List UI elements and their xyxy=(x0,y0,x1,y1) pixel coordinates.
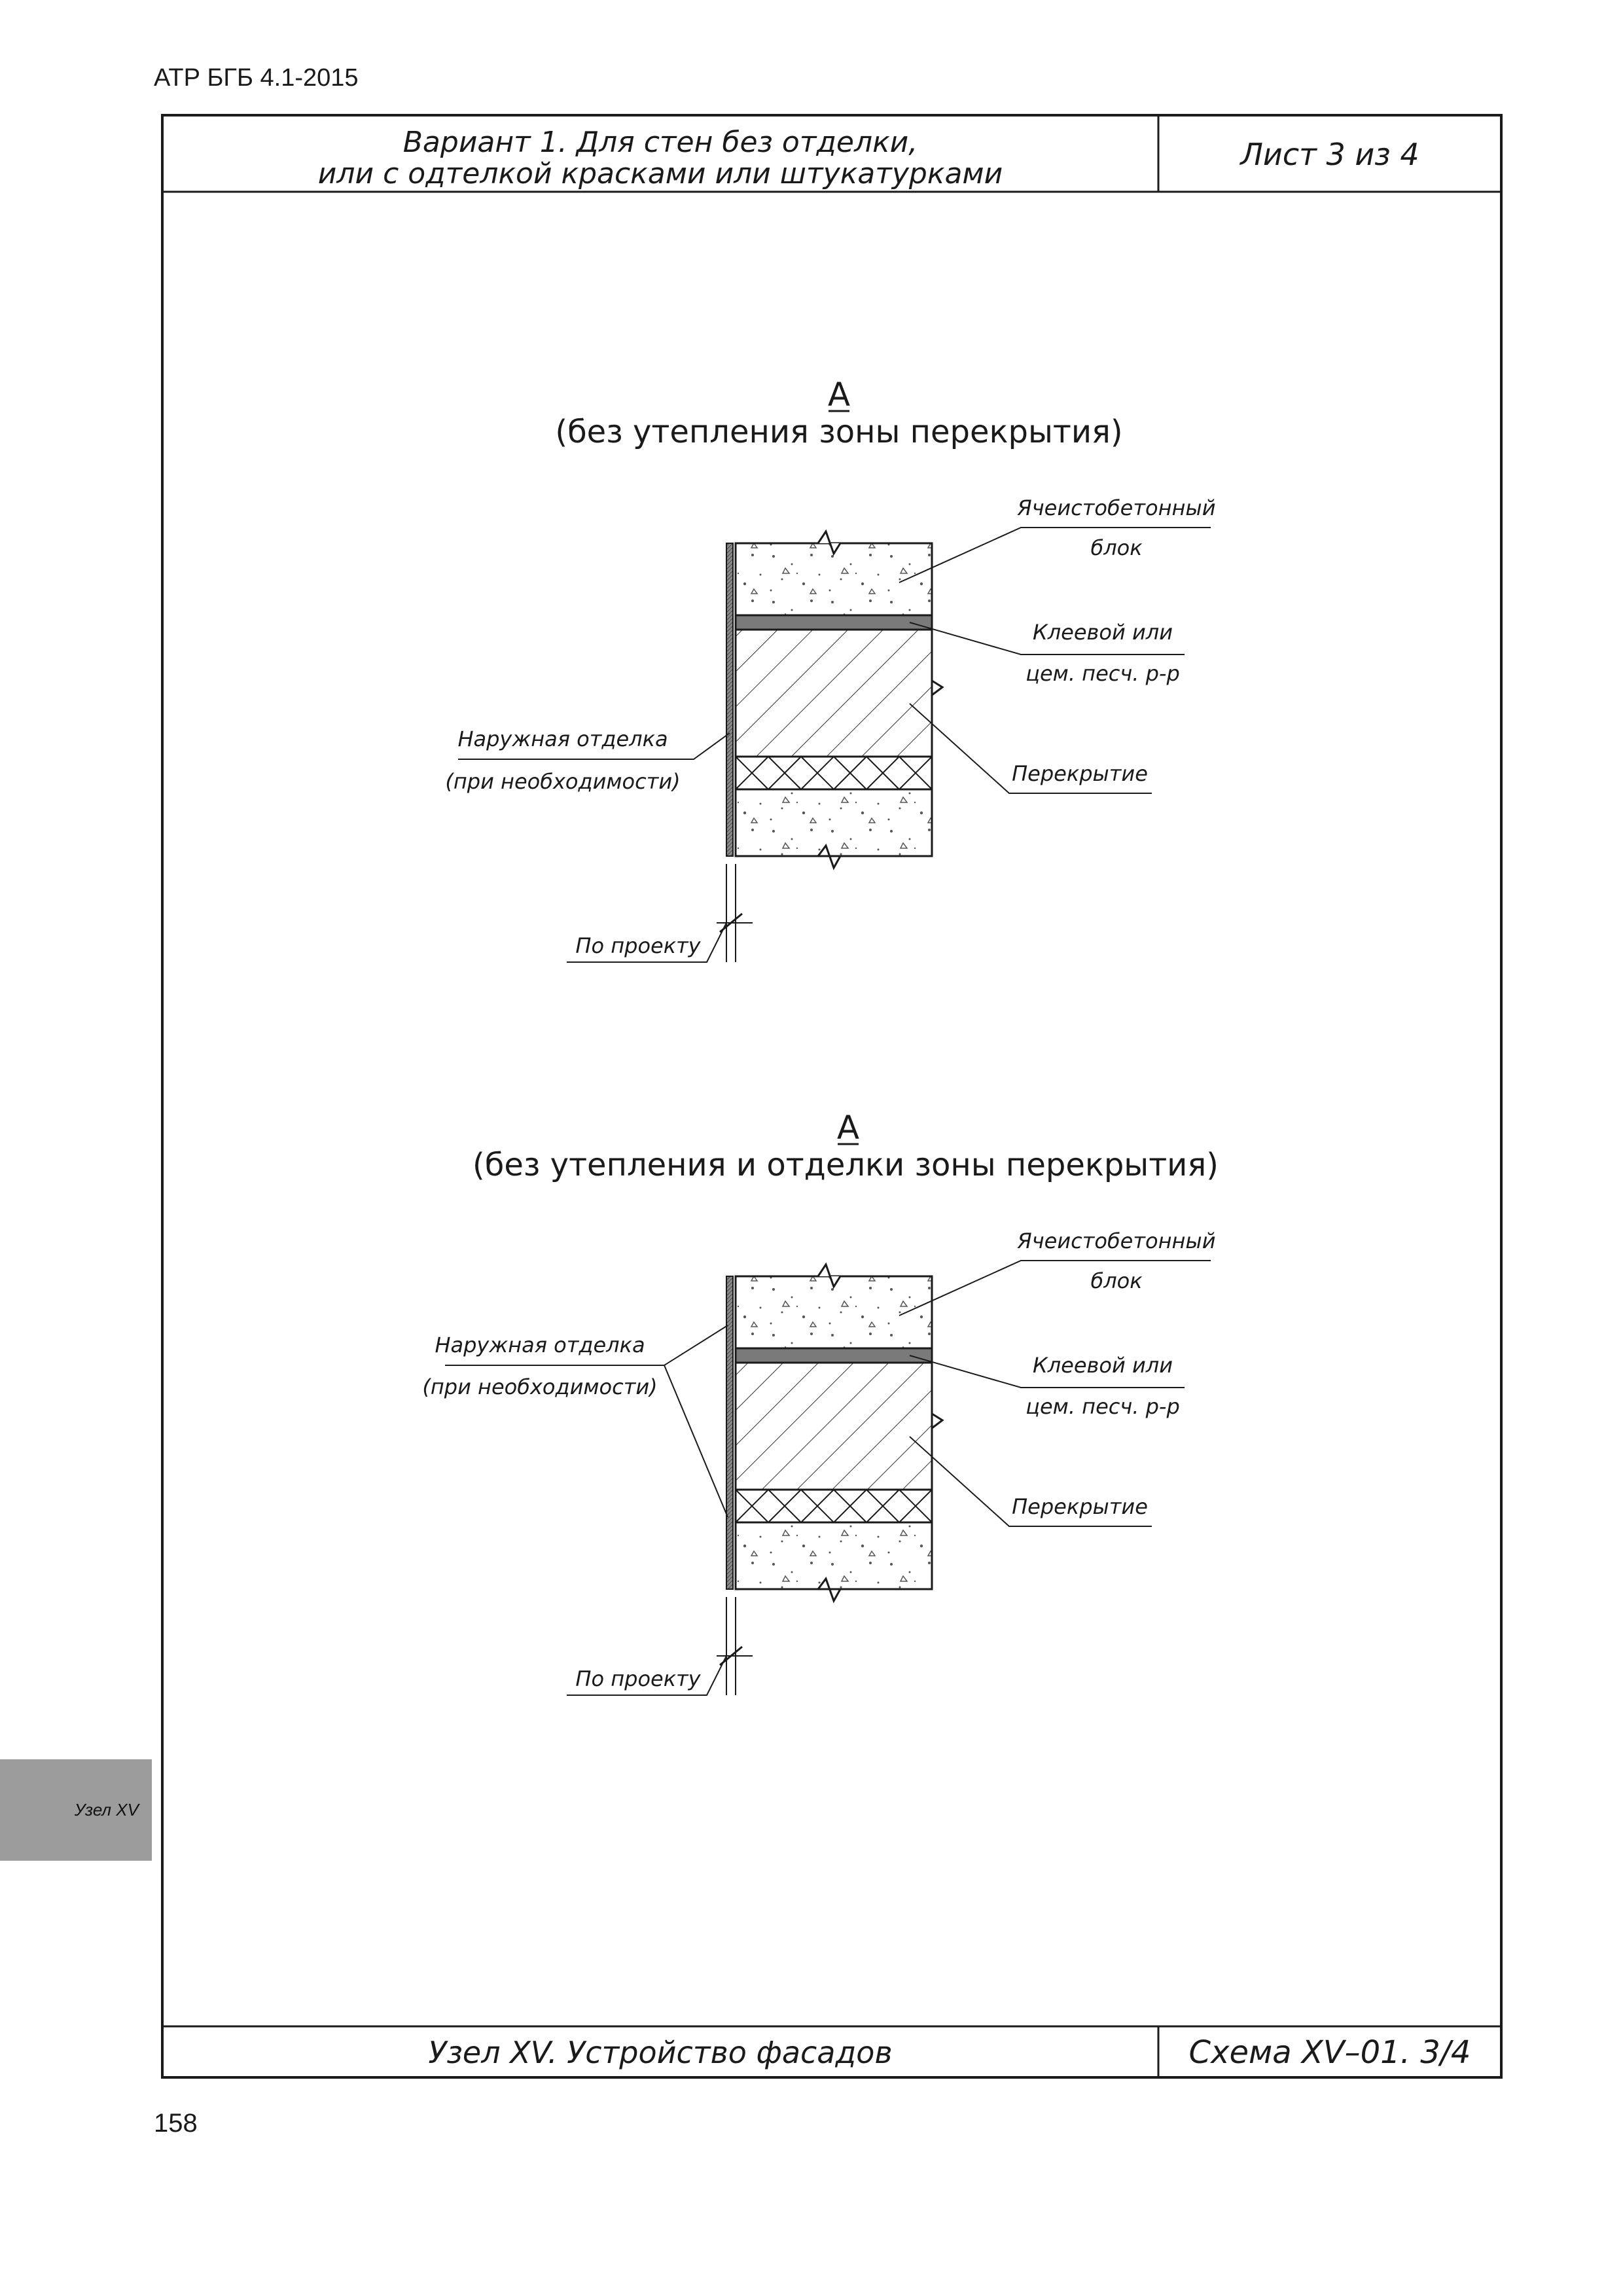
aerated-block-lower xyxy=(736,789,932,856)
label-glue-1: Клеевой или xyxy=(1033,1353,1173,1378)
title-line-2: или с одтелкой красками или штукатурками xyxy=(317,157,1003,190)
label-project: По проекту xyxy=(575,1666,701,1691)
glue-joint xyxy=(736,1348,932,1363)
label-glue-1: Клеевой или xyxy=(1033,620,1173,645)
glue-joint xyxy=(736,615,932,630)
section-tab xyxy=(0,1759,152,1861)
document-code: АТР БГБ 4.1-2015 xyxy=(154,64,359,92)
cross-band xyxy=(736,757,932,789)
label-glue-2: цем. песч. р-р xyxy=(1026,661,1180,686)
detail-2-subtitle: (без утепления и отделки зоны перекрытия) xyxy=(473,1147,1219,1183)
label-block-2: блок xyxy=(1090,1268,1143,1293)
finish-layer xyxy=(726,543,733,856)
finish-layer xyxy=(726,1276,733,1589)
floor-slab xyxy=(736,1363,932,1490)
sheet-number: Лист 3 из 4 xyxy=(1240,137,1419,172)
detail-2 xyxy=(422,1109,1219,1695)
label-finish-1: Наружная отделка xyxy=(457,726,668,751)
cross-band xyxy=(736,1490,932,1522)
detail-1 xyxy=(445,376,1215,962)
label-project: По проекту xyxy=(575,933,701,958)
title-line-1: Вариант 1. Для стен без отделки, xyxy=(402,126,918,159)
detail-1-subtitle: (без утепления зоны перекрытия) xyxy=(555,414,1123,450)
floor-slab xyxy=(736,630,932,757)
label-glue-2: цем. песч. р-р xyxy=(1026,1394,1180,1419)
aerated-block-lower xyxy=(736,1522,932,1589)
label-block-2: блок xyxy=(1090,535,1143,560)
label-block-1: Ячеистобетонный xyxy=(1017,495,1216,520)
label-finish-2: (при необходимости) xyxy=(422,1374,658,1399)
section-tab-label: Узел XV xyxy=(74,1800,139,1820)
label-slab: Перекрытие xyxy=(1012,1494,1148,1519)
footer-title: Узел XV. Устройство фасадов xyxy=(428,2035,893,2070)
detail-1-letter: А xyxy=(827,376,851,414)
detail-2-letter: А xyxy=(836,1109,860,1147)
label-finish-1: Наружная отделка xyxy=(435,1333,645,1357)
scheme-number: Схема XV–01. 3/4 xyxy=(1188,2034,1471,2071)
label-finish-2: (при необходимости) xyxy=(445,769,681,794)
label-block-1: Ячеистобетонный xyxy=(1017,1229,1216,1253)
page-number: 158 xyxy=(154,2109,198,2138)
label-slab: Перекрытие xyxy=(1012,761,1148,786)
